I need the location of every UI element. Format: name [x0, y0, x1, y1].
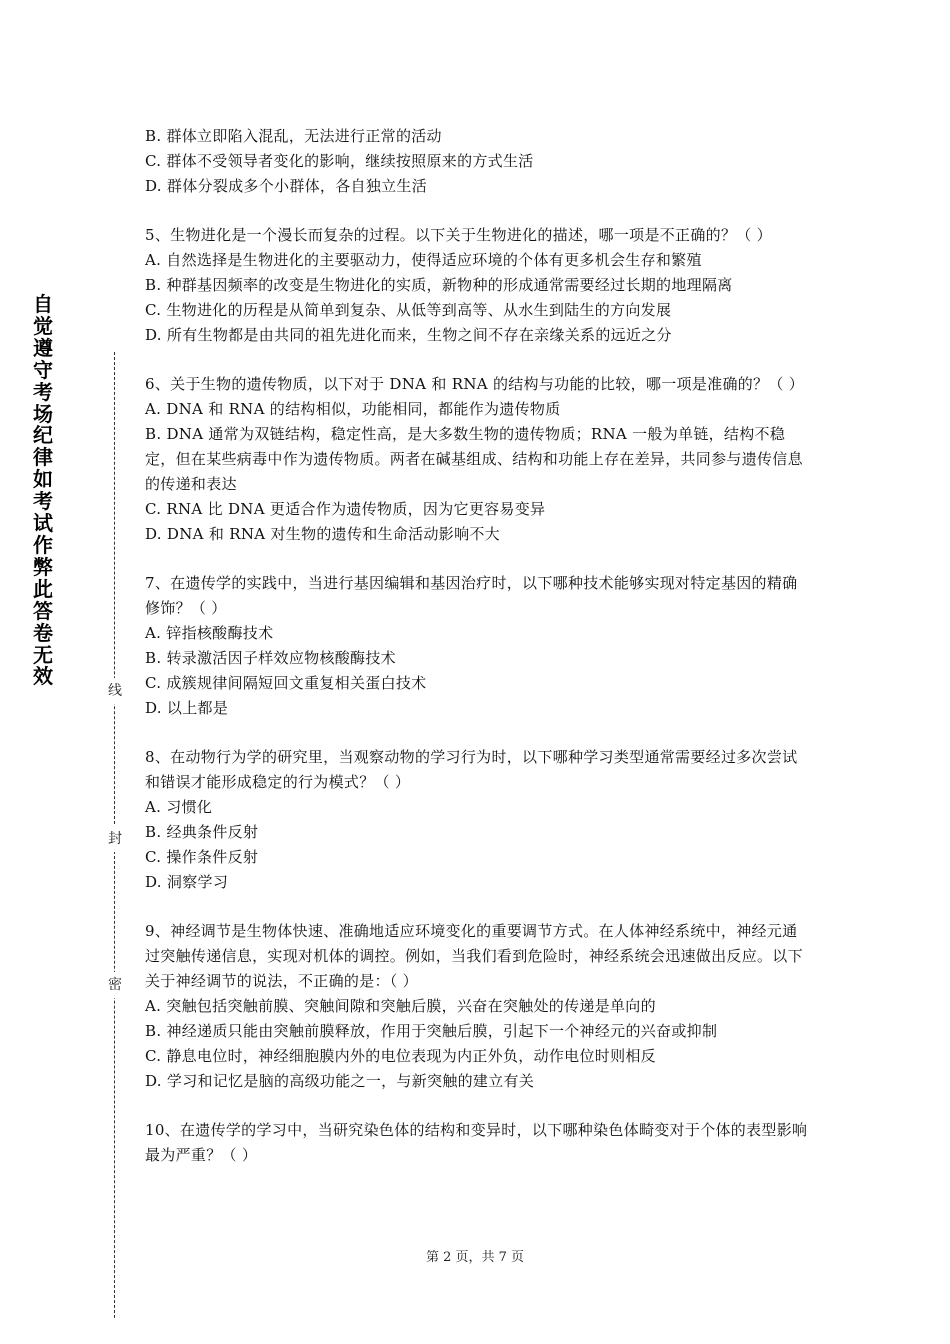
option-a: A. 突触包括突触前膜、突触间隙和突触后膜，兴奋在突触处的传递是单向的 — [145, 997, 656, 1015]
option-c: C. 静息电位时，神经细胞膜内外的电位表现为内正外负，动作电位时则相反 — [145, 1047, 656, 1065]
warning-char: 纪 — [33, 423, 53, 448]
option-a: A. DNA 和 RNA 的结构相似，功能相同，都能作为遗传物质 — [145, 400, 561, 418]
question-stem: 10、在遗传学的学习中，当研究染色体的结构和变异时，以下哪种染色体畸变对于个体的表型影响最为严重？（ ） — [145, 1121, 808, 1164]
option-d: D. 群体分裂成多个小群体，各自独立生活 — [145, 177, 428, 195]
warning-char: 遵 — [33, 335, 53, 360]
warning-char: 如 — [33, 467, 53, 492]
option-b: B. 转录激活因子样效应物核酸酶技术 — [145, 649, 396, 667]
question-stem: 9、神经调节是生物体快速、准确地适应环境变化的重要调节方式。在人体神经系统中，神经元通过突触传递信息，实现对机体的调控。例如，当我们看到危险时，神经系统会迅速做出反应。以下关于神经调节的说法，不正确的是：（ ） — [145, 922, 803, 990]
question-stem: 8、在动物行为学的研究里，当观察动物的学习行为时，以下哪种学习类型通常需要经过多次尝试和错误才能形成稳定的行为模式？（ ） — [145, 748, 798, 791]
question-5 — [145, 223, 810, 348]
option-d: D. 以上都是 — [145, 699, 229, 717]
option-b: B. DNA 通常为双链结构，稳定性高，是大多数生物的遗传物质；RNA 一般为单链，结构不稳定，但在某些病毒中作为遗传物质。两者在碱基组成、结构和功能上存在差异，共同参与遗传信息的传递和表达 — [145, 425, 803, 493]
question-stem: 6、关于生物的遗传物质，以下对于 DNA 和 RNA 的结构与功能的比较，哪一项是准确的？（ ） — [145, 375, 805, 393]
option-a: A. 自然选择是生物进化的主要驱动力，使得适应环境的个体有更多机会生存和繁殖 — [145, 251, 702, 269]
binding-label-seal: 封 — [104, 826, 126, 852]
question-list — [145, 124, 810, 1168]
warning-char: 试 — [33, 511, 53, 536]
binding-label-secret: 密 — [104, 972, 126, 998]
option-b: B. 种群基因频率的改变是生物进化的实质，新物种的形成通常需要经过长期的地理隔离 — [145, 276, 733, 294]
option-c: C. 群体不受领导者变化的影响，继续按照原来的方式生活 — [145, 152, 534, 170]
question-stem: 7、在遗传学的实践中，当进行基因编辑和基因治疗时，以下哪种技术能够实现对特定基因的精确修饰？（ ） — [145, 574, 798, 617]
question-stem: 5、生物进化是一个漫长而复杂的过程。以下关于生物进化的描述，哪一项是不正确的？（ ） — [145, 226, 772, 244]
warning-char: 守 — [33, 357, 53, 382]
question-8 — [145, 745, 810, 895]
option-a: A. 锌指核酸酶技术 — [145, 624, 274, 642]
warning-char: 觉 — [33, 313, 53, 338]
warning-char: 弊 — [33, 554, 53, 579]
binding-label-line: 线 — [104, 678, 126, 704]
warning-char: 考 — [33, 379, 53, 404]
question-6 — [145, 372, 810, 547]
exam-warning-vertical — [28, 294, 58, 688]
warning-char: 无 — [33, 642, 53, 667]
option-b: B. 群体立即陷入混乱，无法进行正常的活动 — [145, 127, 442, 145]
warning-char: 作 — [33, 532, 53, 557]
question-4-continued — [145, 124, 810, 199]
warning-char: 考 — [33, 489, 53, 514]
warning-char: 此 — [33, 576, 53, 601]
option-d: D. 所有生物都是由共同的祖先进化而来，生物之间不存在亲缘关系的远近之分 — [145, 326, 672, 344]
warning-char: 自 — [33, 292, 53, 316]
option-d: D. 学习和记忆是脑的高级功能之一，与新突触的建立有关 — [145, 1072, 535, 1090]
option-c: C. 操作条件反射 — [145, 848, 259, 866]
option-a: A. 习惯化 — [145, 798, 213, 816]
warning-char: 效 — [33, 664, 53, 689]
warning-char: 律 — [33, 445, 53, 470]
option-b: B. 经典条件反射 — [145, 823, 259, 841]
warning-char: 卷 — [33, 620, 53, 645]
question-10 — [145, 1118, 810, 1168]
page-footer: 第 2 页，共 7 页 — [425, 1250, 525, 1265]
warning-char: 场 — [33, 401, 53, 426]
option-c: C. RNA 比 DNA 更适合作为遗传物质，因为它更容易变异 — [145, 500, 546, 518]
option-c: C. 生物进化的历程是从简单到复杂、从低等到高等、从水生到陆生的方向发展 — [145, 301, 672, 319]
option-d: D. 洞察学习 — [145, 873, 229, 891]
option-d: D. DNA 和 RNA 对生物的遗传和生命活动影响不大 — [145, 525, 500, 543]
question-7 — [145, 571, 810, 721]
option-b: B. 神经递质只能由突触前膜释放，作用于突触后膜，引起下一个神经元的兴奋或抑制 — [145, 1022, 718, 1040]
warning-char: 答 — [33, 598, 53, 623]
question-9 — [145, 919, 810, 1094]
option-c: C. 成簇规律间隔短回文重复相关蛋白技术 — [145, 674, 427, 692]
